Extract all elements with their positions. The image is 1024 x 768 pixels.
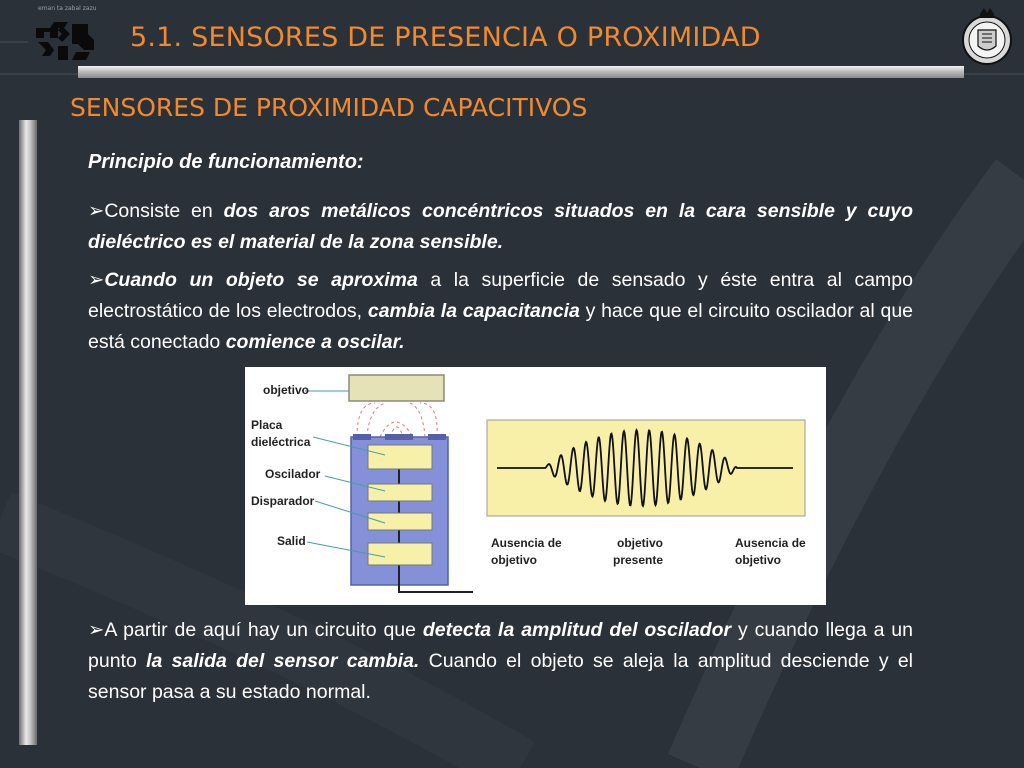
label-objetivo: objetivo [263,383,310,397]
title-divider [78,66,964,78]
section-heading: Principio de funcionamiento: [88,151,364,173]
university-logo-icon [32,6,102,66]
label-disparador: Disparador [251,494,315,508]
block-disparador [368,513,432,530]
p2-bold-1: Cuando un objeto se aproxima [104,269,418,291]
field-lines [357,403,437,437]
label-ausencia-1b: objetivo [491,553,538,567]
bullet-icon: ➢ [88,200,105,222]
bullet-paragraph-3 [88,615,913,708]
p3-text-3: Cuando el objeto se aleja la amplitud desciende y el sensor pasa a su estado normal. [88,650,913,703]
logo-caption: eman ta zabal zazu [38,5,97,12]
label-ausencia-2b: objetivo [735,553,782,567]
label-oscilador: Oscilador [265,467,321,481]
p3-bold-1: detecta la amplitud del oscilador [422,619,732,641]
p2-text-2: y hace que el circuito oscilador al que está conectado [88,300,914,353]
side-accent-bar [19,120,37,745]
p1-bold-1: dos aros metálicos concéntricos situados en la cara sensible y cuyo dieléctrico es el material de la zona sensible. [88,200,913,253]
label-ausencia-2a: Ausencia de [735,536,806,550]
slide-subtitle: SENSORES DE PROXIMIDAD CAPACITIVOS [70,93,588,122]
block-oscilador [368,484,432,501]
p3-text-1: A partir de aquí hay un circuito que [104,619,423,641]
bullet-icon: ➢ [88,269,105,291]
label-ausencia-1a: Ausencia de [491,536,562,550]
p2-text-1: a la superficie de sensado y éste entra al campo electrostático de los electrodos, [88,269,913,322]
block-1 [368,445,432,469]
label-presente-a: objetivo [617,536,664,550]
p1-text-1: Consiste en [104,200,224,222]
p2-bold-2: cambia la capacitancia [367,300,580,322]
page-title: 5.1. SENSORES DE PRESENCIA O PROXIMIDAD [130,22,761,53]
label-presente-b: presente [613,553,664,567]
target-block [349,375,444,401]
bullet-paragraph-2 [88,265,913,358]
label-placa-2: dieléctrica [251,435,311,449]
university-crest-icon [958,4,1016,68]
p2-bold-3: comience a oscilar. [225,331,405,353]
p3-text-2: y cuando llega a un punto [88,619,913,672]
label-salida: Salid [277,534,306,548]
p3-bold-2: la salida del sensor cambia. [146,650,420,672]
block-salida [368,543,432,565]
label-placa-1: Placa [251,418,283,432]
bullet-icon: ➢ [88,619,105,641]
bullet-paragraph-1 [88,196,913,258]
sensor-diagram [245,367,826,605]
